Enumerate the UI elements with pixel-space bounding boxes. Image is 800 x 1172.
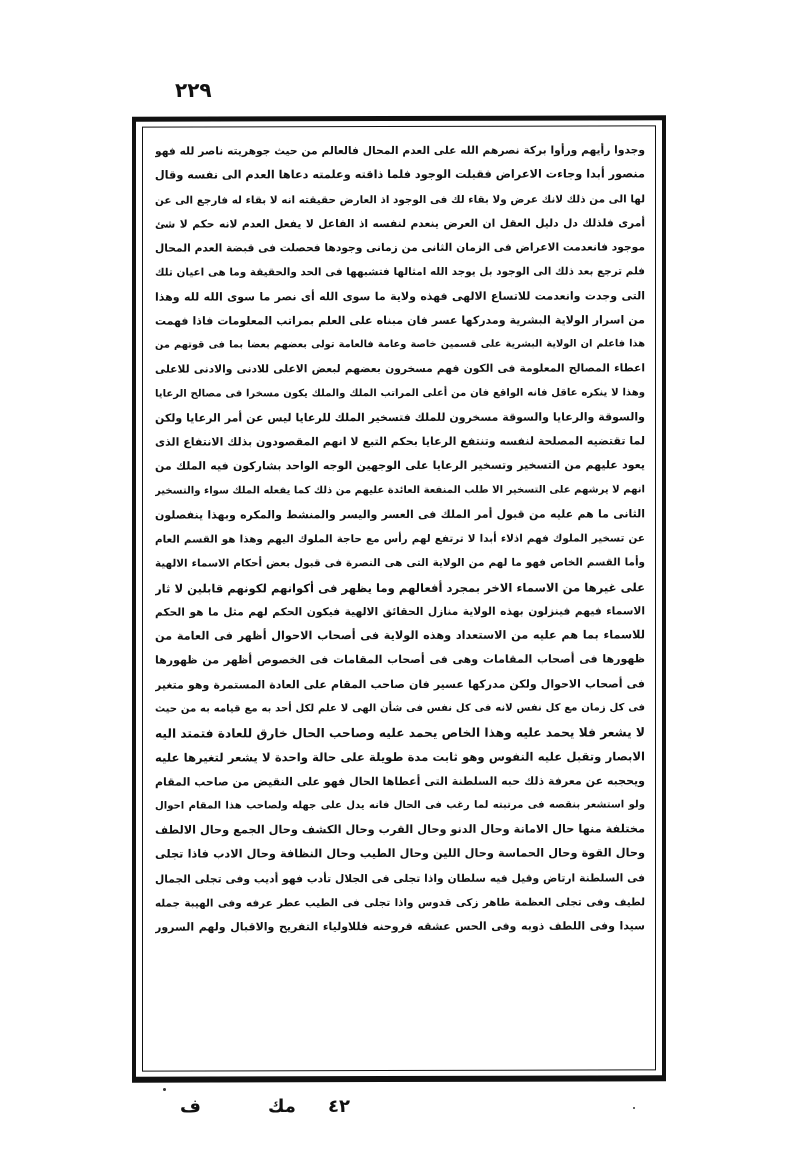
text-line: الابصار وتقبل عليه النفوس وهو ثابت مدة طويلة على حالة واحدة لا يشعر لتغيرها عليه <box>155 749 645 765</box>
text-line: لما تقتضيه المصلحة لنفسه وتنتفع الرعايا بحكم التبع لا انهم المقصودون بذلك الانتفاع الذى <box>155 434 645 449</box>
footer-signature-number: ٤٢ <box>328 1096 350 1117</box>
text-line: لا يشعر فلا يحمد عليه وهذا الخاص يحمد عليه وصاحب الحال خارق للعادة فتمتد اليه <box>155 725 645 741</box>
text-line: الاسماء فيهم فينزلون بهذه الولاية منازل الحقائق الالهية فيكون الحكم لهم مثل ما هو الحكم <box>155 604 645 619</box>
text-line: مختلفة منها حال الامانة وحال الدنو وحال القرب وحال الكشف وحال الجمع وحال الالطف <box>155 822 645 837</box>
text-line: فلم ترجع بعد ذلك الى الوجود بل يوجد الله امثالها فتشبهها فى الحد والحقيقة وما هى اعيان تلك <box>155 265 645 279</box>
text-line: ولو استشعر بنقصه فى مرتبته لما رغب فى الحال فانه يدل على جهله ولصاحب هذا المقام احوال <box>155 799 645 812</box>
text-line: يعود عليهم من التسخير وتسخير الرعايا على الوجهين الوجه الواحد بشاركون فيه الملك من <box>155 458 645 473</box>
text-line: للاسماء بما هم عليه من الاستعداد وهذه الولاية فى أصحاب الاحوال أظهر فى العامة من <box>155 628 645 643</box>
page-number: ٢٢٩ <box>175 78 212 102</box>
text-line: على غيرها من الاسماء الاخر بمجرد أفعالهم وما يظهر فى أكوانهم لكونهم قابلين لا ثار <box>155 579 645 596</box>
text-line: هذا فاعلم ان الولاية البشرية على قسمين خاصة وعامة فالعامة تولى بعضهم بعضا بما فى قوتهم من <box>155 338 645 351</box>
page-frame-inner-border <box>142 125 656 1071</box>
footer-signature-code: مك <box>268 1096 296 1117</box>
page-footer-signature <box>0 1096 800 1126</box>
scan-speck <box>633 1107 635 1109</box>
text-line: انهم لا يرشهم على التسخير الا طلب المنفعة العائدة عليهم من ذلك كما يفعله الملك سواء والتسخير <box>155 483 645 497</box>
text-line: فى أصحاب الاحوال ولكن مدركها عسير فان صاحب المقام على العادة المستمرة وهو متغير <box>155 676 645 692</box>
text-line: لها الى من ذلك لانك عرض ولا بقاء لك فى الوجود اذ العارض حقيقته انه لا بقاء له فارجع الى عن <box>155 192 645 207</box>
text-line: أمرى فلذلك دل دليل العقل ان العرض ينعدم لنفسه اذ الفاعل لا يفعل العدم لانه حكم لا شئ <box>155 216 645 231</box>
page-frame-outer-border <box>132 115 666 1082</box>
text-line: ظهورها فى أصحاب المقامات وهى فى أصحاب المقامات فى الخصوص أظهر من ظهورها <box>155 652 645 667</box>
text-line: الثانى ما هم عليه من قبول أمر الملك فى العسر واليسر والمنشط والمكره وبهذا ينفصلون <box>155 507 645 522</box>
text-line: سيدا وفى اللطف ذوبه وفى الحس عشقه فروحنه فللاولياء التفريح والاقبال ولهم السرور <box>155 919 645 934</box>
text-line: اعطاء المصالح المعلومة فى الكون فهم مسخرون بعضهم لبعض الاعلى للادنى والادنى للاعلى <box>155 361 645 376</box>
footer-signature-letter: ف <box>180 1096 201 1117</box>
text-line: لطيف وفى تجلى العظمة طاهر زكى قدوس واذا تجلى فى الطيب عطر عرفه وفى الهيبة جمله <box>155 896 645 910</box>
text-line: فى كل زمان مع كل نفس لانه فى كل نفس فى شأن الهى لا علم لكل أحد به مع قيامه به من حيث <box>155 702 645 715</box>
text-line: وحال القوة وحال الحماسة وحال اللين وحال الطيب وحال النظافة وحال الادب فاذا تجلى <box>155 846 645 861</box>
text-line: موجود فانعدمت الاعراض فى الزمان الثانى من زمانى وجودها فحصلت فى قبضة العدم المحال <box>155 240 645 255</box>
text-line: التى وجدت وانعدمت للاتساع الالهى فهذه ولاية ما سوى الله أى نصر ما سوى الله لله وهذا <box>155 288 645 304</box>
text-line: ويحجبه عن معرفة ذلك حبه السلطنة التى أعطاها الحال فهو على النقيض من صاحب المقام <box>155 773 645 789</box>
text-line: والسوقة والرعايا والسوقة مسخرون للملك فتسخير الملك للرعايا ليس عن أمر الرعايا ولكن <box>155 410 645 425</box>
text-line: وأما القسم الخاص فهو ما لهم من الولاية التى هى النصرة فى قبول بعض أحكام الاسماء الالهية <box>155 556 645 570</box>
text-line: وجدوا رأيهم ورأوا بركة نصرهم الله على العدم المحال فالعالم من حيث جوهريته ناصر لله فهو <box>155 143 645 158</box>
text-line: فى السلطنة ارتاض وقيل فيه سلطان واذا تجلى فى الجلال تأدب فهو أديب وفى تجلى الجمال <box>155 870 645 886</box>
text-line: منصور أبدا وجاءت الاعراض فقبلت الوجود فلما ذاقته وعلمته دعاها العدم الى نفسه وقال <box>155 167 645 182</box>
text-line: من اسرار الولاية البشرية ومدركها عسر فان مبناه على العلم بمراتب المعلومات فاذا فهمت <box>155 313 645 328</box>
text-line: عن تسخير الملوك فهم اذلاء أبدا لا ترتفع لهم رأس مع حاجة الملوك اليهم وهذا هو القسم العام <box>155 532 645 546</box>
scan-speck <box>163 1088 166 1091</box>
text-line: وهذا لا ينكره عاقل فانه الواقع فان من أعلى المراتب الملك والملك يكون مسخرا فى مصالح الرعايا <box>155 386 645 400</box>
body-text-block <box>155 138 645 1060</box>
